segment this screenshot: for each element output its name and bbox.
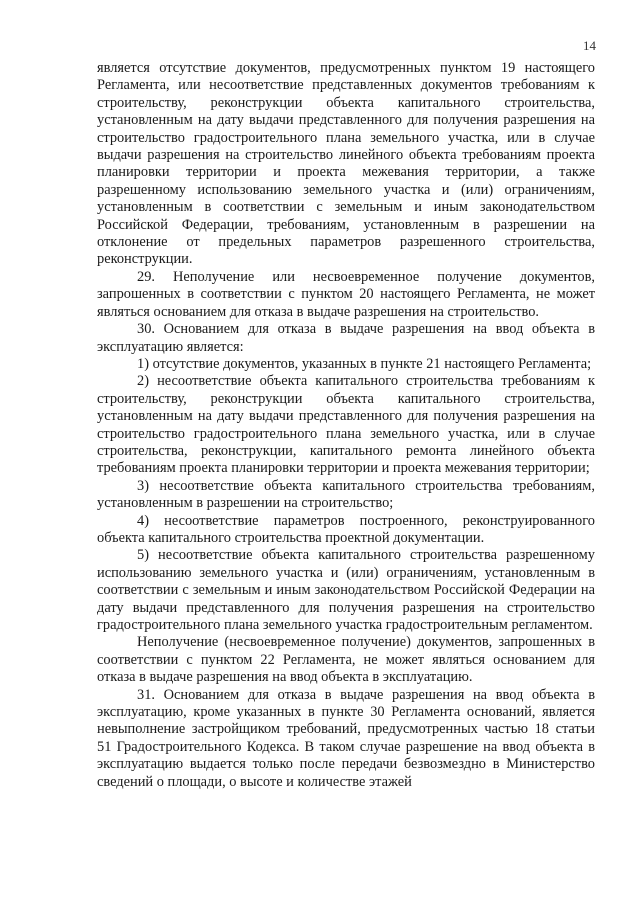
- document-body: [97, 60, 595, 791]
- paragraph-30: 30. Основанием для отказа в выдаче разрешения на ввод объекта в эксплуатацию является:: [97, 321, 595, 355]
- paragraph-continuation: является отсутствие документов, предусмотренных пунктом 19 настоящего Регламента, или несоответствие представленных документов требованиям к строительству, реконструкции объекта капитального строительства, установленным на дату выдачи представленного для получения разрешения на строительство градостроительного плана земельного участка, или в случае выдачи разрешения на строительство линейного объекта требованиям проекта планировки территории и проекта межевания территории, а также разрешенному использованию земельного участка и (или) ограничениям, установленным в соответствии с земельным и иным законодательством Российской Федерации, требованиям, установленным в разрешении на отклонение от предельных параметров разрешенного строительства, реконструкции.: [97, 60, 595, 268]
- paragraph-29: 29. Неполучение или несвоевременное получение документов, запрошенных в соответствии с пунктом 20 настоящего Регламента, не может являться основанием для отказа в выдаче разрешения на строительство.: [97, 268, 595, 320]
- paragraph-non-receipt: Неполучение (несвоевременное получение) документов, запрошенных в соответствии с пунктом 22 Регламента, не может являться основанием для отказа в выдаче разрешения на ввод объекта в эксплуатацию.: [97, 634, 595, 686]
- list-item-30-1: 1) отсутствие документов, указанных в пункте 21 настоящего Регламента;: [137, 355, 592, 372]
- list-item-30-5: 5) несоответствие объекта капитального строительства разрешенному использованию земельного участка и (или) ограничениям, установленным в соответствии с земельным и иным законодательством Российской Федерации на дату выдачи представленного для получения разрешения на строительство градостроительного плана земельного участка градостроительным регламентом.: [97, 547, 595, 633]
- paragraph-31: 31. Основанием для отказа в выдаче разрешения на ввод объекта в эксплуатацию, кроме указанных в пункте 30 Регламента оснований, является невыполнение застройщиком требований, предусмотренных частью 18 статьи 51 Градостроительного Кодекса. В таком случае разрешение на ввод объекта в эксплуатацию выдается только после передачи безвозмездно в Министерство сведений о площади, о высоте и количестве этажей: [97, 686, 595, 790]
- list-item-30-3: 3) несоответствие объекта капитального строительства требованиям, установленным в разрешении на строительство;: [97, 477, 595, 512]
- page-number: 14: [583, 38, 596, 53]
- list-item-30-2: 2) несоответствие объекта капитального строительства требованиям к строительству, реконструкции объекта капитального строительства, установленным на дату выдачи представленного для получения разрешения на строительство градостроительного плана земельного участка, или в случае строительства, реконструкции, капитального ремонта линейного объекта требованиям проекта планировки территории и проекта межевания территории;: [97, 373, 595, 477]
- list-item-30-4: 4) несоответствие параметров построенного, реконструированного объекта капитального строительства проектной документации.: [97, 512, 595, 546]
